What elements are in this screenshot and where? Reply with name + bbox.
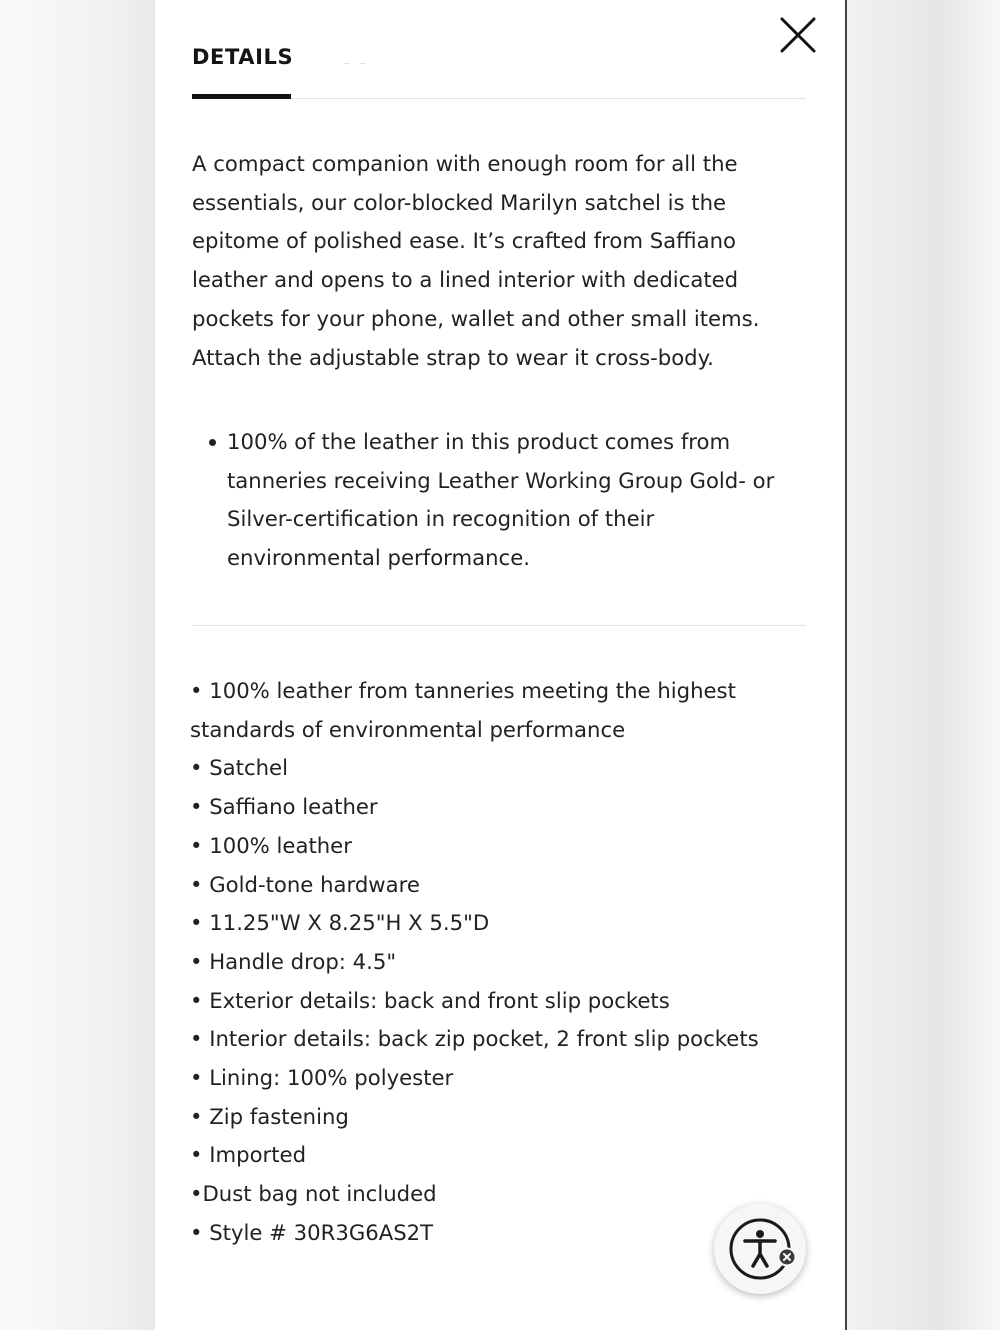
sustainability-item — [192, 423, 806, 578]
spec-item: • Zip fastening — [190, 1103, 349, 1129]
accessibility-icon — [714, 1204, 806, 1294]
sustainability-list — [192, 423, 806, 578]
backdrop-left — [0, 0, 155, 1330]
spec-item: • Style # 30R3G6AS2T — [190, 1219, 434, 1245]
spec-item: • Gold-tone hardware — [190, 871, 420, 897]
spec-item: • 100% leather from tanneries meeting the highest standards of environmental performance — [190, 678, 743, 742]
spec-item: • 100% leather — [190, 832, 352, 858]
spec-item: •Dust bag not included — [190, 1181, 437, 1207]
spec-item: • Exterior details: back and front slip pockets — [190, 987, 670, 1013]
tab-bar — [192, 40, 806, 99]
accessibility-button[interactable] — [714, 1204, 806, 1294]
bullet-dot — [209, 439, 216, 446]
spec-item: • Lining: 100% polyester — [190, 1065, 454, 1091]
product-description: A compact companion with enough room for all the essentials, our color-blocked Marilyn satchel is the epitome of polished ease. It’s crafted from Saffiano leather and opens to a lined interior with dedicated pockets for your phone, wallet and other small items. Attach the adjustable strap to wear it cross-body. — [192, 151, 760, 370]
details-panel — [155, 0, 847, 1330]
backdrop-right — [846, 0, 1000, 1330]
spec-item: • Handle drop: 4.5" — [190, 948, 397, 974]
spec-item: • 11.25"W X 8.25"H X 5.5"D — [190, 910, 490, 936]
spec-list — [190, 672, 806, 1253]
spec-item: • Satchel — [190, 755, 288, 781]
spec-item: • Interior details: back zip pocket, 2 front slip pockets — [190, 1026, 759, 1052]
spec-item: • Imported — [190, 1142, 307, 1168]
active-tab-indicator — [192, 94, 291, 99]
section-divider — [192, 625, 806, 626]
tab-details[interactable] — [192, 40, 294, 98]
sustainability-text: 100% of the leather in this product comes from tanneries receiving Leather Working Group Gold- or Silver-certification in recognition of their environmental performance. — [227, 429, 775, 571]
tab-details-label: DETAILS — [192, 45, 294, 69]
spec-item: • Saffiano leather — [190, 794, 378, 820]
tab-placeholder — [344, 60, 368, 66]
